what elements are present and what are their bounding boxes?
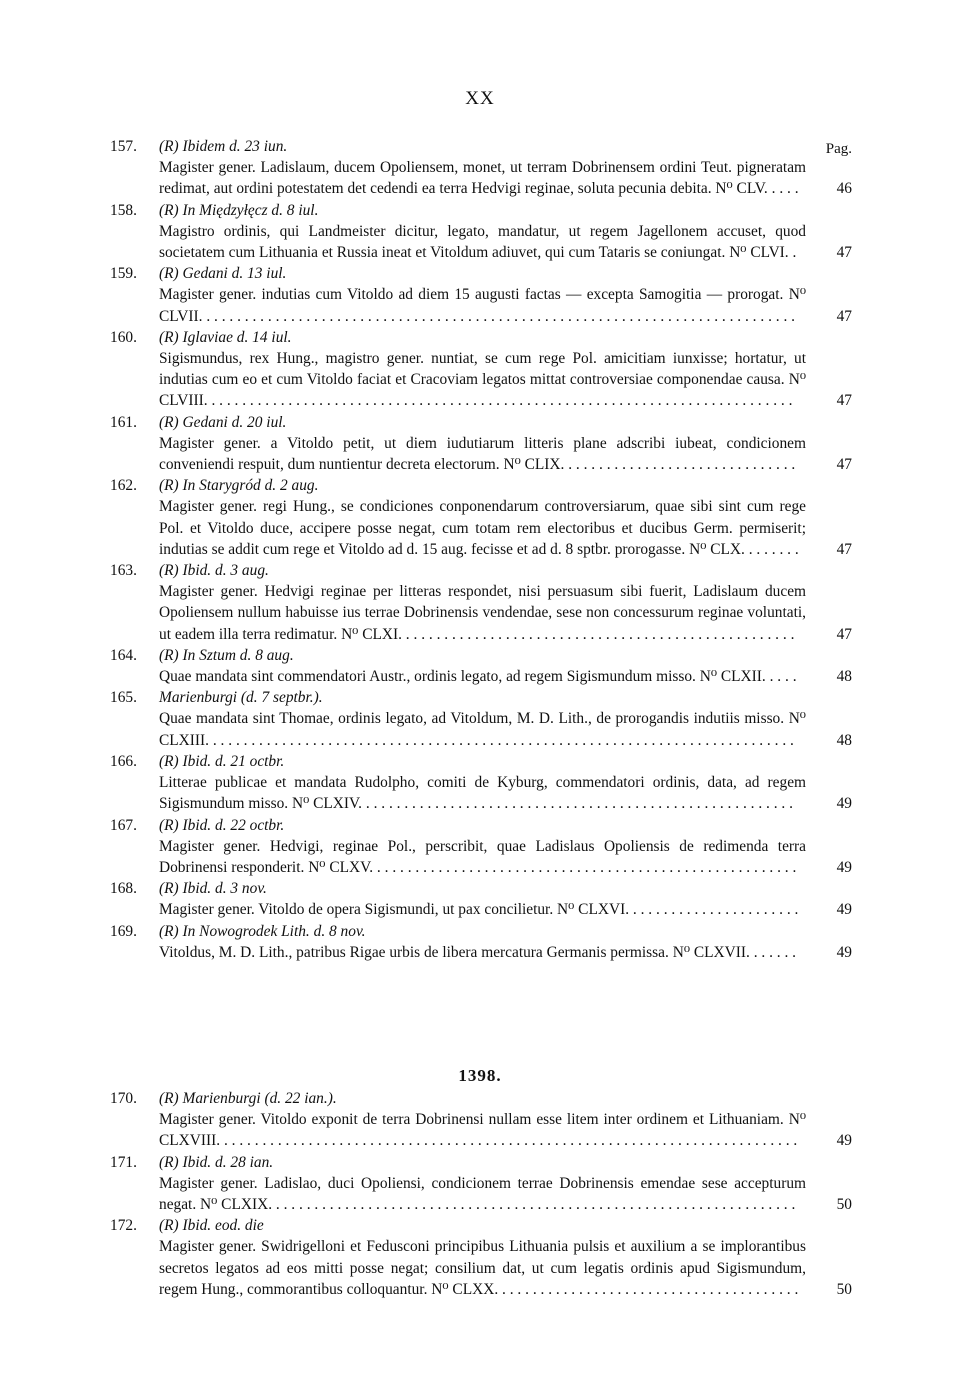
- entry-page-number: 50: [836, 1196, 852, 1214]
- entry-number: 158.: [110, 201, 137, 219]
- entry-text: Magister gener. Ladislao, duci Opoliensi, condicionem terrae Dobrinensis emendae sese accepturum negat.: [159, 1174, 806, 1214]
- entry-heading: [110, 200, 852, 221]
- leader-dots: . . . . . . . . . . . . . . . . . . . . . . . . . . . . . . . . . . . . . . . . . . . . . . . . . . . . . . . . . . . . . . . . . . . . . . . . . . . .: [209, 731, 794, 749]
- entry-document-number: N⁰ CLXVI.: [557, 901, 630, 919]
- entry-source: (R): [159, 646, 179, 664]
- entry-body: [110, 157, 852, 199]
- entry-text: Quae mandata sint Thomae, ordinis legato, ad Vitoldum, M. D. Lith., de prorogandis indutiis misso.: [159, 710, 785, 728]
- entry-text: Magister gener. a Vitoldo petit, ut diem iudutiarum litteris plane adscribi iubeat, condicionem conveniendi respuit, dum nuntientur decreta electorum.: [159, 434, 806, 474]
- entry-heading-text: Ibid. d. 28 ian.: [182, 1153, 274, 1171]
- entry-body: [110, 221, 852, 263]
- entry-page-number: 47: [836, 540, 852, 558]
- leader-dots: . . . .: [765, 668, 797, 686]
- entry-page-number: 47: [836, 307, 852, 325]
- entry-item: [110, 560, 852, 645]
- entry-item: [110, 1215, 852, 1300]
- entry-heading: [110, 560, 852, 581]
- leader-dots: . . . . . . . . . . . . . . . . . . . . . . . . . . . . . . . . . . . . . . . . . . . . . . . . . . . . . . . . . . . . . . . . . . . . . . . . . . . . .: [202, 307, 796, 325]
- entry-body: [110, 1236, 852, 1300]
- entry-text: Sigismundus, rex Hung., magistro gener. nuntiat, se cum rege Pol. amicitiam iunxisse; hortatur, ut indutias cum eo et cum Vitoldo faciat et Cracoviam legatos mittat controversiae componendae causa.: [159, 350, 806, 389]
- entry-heading-text: Ibid. d. 3 nov.: [182, 880, 267, 898]
- entry-text: Magister gener. Hedvigi, reginae Pol., perscribit, quae Ladislaus Opoliensis de redimenda terra Dobrinensi responderit.: [159, 837, 806, 876]
- entry-text: Litterae publicae et mandata Rudolpho, comiti de Kyburg, commendatori ordinis, data, ad regem Sigismundum misso.: [159, 774, 806, 813]
- entry-heading: [110, 645, 852, 666]
- entry-number: 161.: [110, 413, 137, 431]
- entry-item: [110, 1152, 852, 1216]
- entry-source: (R): [159, 1217, 179, 1235]
- entry-body: [110, 433, 852, 475]
- entry-heading-text: In Nowogrodek Lith. d. 8 nov.: [182, 922, 366, 940]
- entry-number: 168.: [110, 880, 137, 898]
- entry-page-number: 49: [836, 901, 852, 919]
- leader-dots: . . . . . . . . . . . . . . . . . . . . . . . . . . . . . . . . . . . . . . . . . . . . . . . . . . .: [401, 625, 795, 643]
- entry-heading: [110, 1215, 852, 1236]
- entry-body: [110, 581, 852, 645]
- entry-heading: [110, 815, 852, 836]
- entry-body: [110, 772, 852, 814]
- entry-item: [110, 475, 852, 560]
- entry-body: [110, 348, 852, 412]
- leader-dots: . . . . . . . . . . . . . . . . . . . . . . . . . . . . . . . . . . . . . . . . . . . . . . . . . . . . . . . . . . . . . . . . . . . .: [272, 1196, 796, 1214]
- entry-item: [110, 1088, 852, 1152]
- entry-heading: [110, 1152, 852, 1173]
- entry-document-number: N⁰ CLV.: [715, 180, 768, 198]
- entry-heading-text: Marienburgi (d. 7 septbr.).: [159, 689, 323, 707]
- leader-dots: . . . . . . . . . . . . . . . . . . . . . . . . . . . . . . . . . . . . . . . . . . . . . . . . . . . . . . . . . . . . . . . . . . . . . . . . . . .: [220, 1132, 798, 1150]
- entry-document-number: N⁰ CLXX.: [431, 1280, 499, 1298]
- leader-dots: . . . . . . . . . . . . . . . . . . . . . . . . . . . . . . . . . . . . . . . . . . . . . . . . . . . . . . .: [373, 858, 797, 876]
- entry-document-number: N⁰ CLXIV.: [292, 795, 363, 813]
- entry-document-number: N⁰ CLXI.: [341, 625, 402, 643]
- entry-heading: [110, 878, 852, 899]
- entry-text: Magister gener. Swidrigelloni et Fedusconi principibus Lithuania pulsis et auxilium a se implorantibus secretos legatos ad eos mitti posse negat; consilium dat, ut cum legatis ordinis apud Sigismundum, regem Hung., commorantibus colloquantur.: [159, 1238, 806, 1298]
- entry-body: [110, 942, 852, 963]
- leader-dots: . . . .: [767, 180, 799, 198]
- entry-body: [110, 899, 852, 920]
- entry-item: [110, 751, 852, 815]
- entry-text: Vitoldus, M. D. Lith., patribus Rigae urbis de libera mercatura Germanis permissa.: [159, 943, 669, 961]
- entry-number: 171.: [110, 1153, 137, 1171]
- entry-document-number: N⁰ CLVII.: [159, 286, 806, 325]
- entry-number: 159.: [110, 265, 137, 283]
- entry-number: 163.: [110, 562, 137, 580]
- entry-document-number: N⁰ CLXIII.: [159, 710, 806, 749]
- entry-document-number: N⁰ CLIX.: [503, 456, 565, 474]
- entry-document-number: N⁰ CLVIII.: [159, 371, 806, 410]
- entry-heading: [110, 327, 852, 348]
- entry-heading-text: Ibid. d. 22 octbr.: [182, 816, 285, 834]
- entry-item: [110, 412, 852, 476]
- leader-dots: . . . . . . . . . . . . . . . . . . . . . . . . . . . . . . . . . . . . . . . . . . . . . . . . . . . . . . . . . . . . . . . . . . . . . . . . . . . .: [207, 392, 793, 410]
- entries-list-1398: [110, 1088, 852, 1300]
- entry-source: (R): [159, 922, 179, 940]
- entry-number: 164.: [110, 646, 137, 664]
- entry-heading: [110, 475, 852, 496]
- entry-text: Quae mandata sint commendatori Austr., ordinis legato, ad regem Sigismundum misso.: [159, 668, 696, 686]
- entry-item: [110, 687, 852, 751]
- entry-page-number: 49: [836, 1132, 852, 1150]
- leader-dots: . . . . . . . . . . . . . . . . . . . . . . . . . . . . . . . . . . . . . . . . . . . . . . . . . . . . . . . .: [362, 795, 793, 813]
- entry-source: (R): [159, 265, 179, 283]
- entry-heading-text: In Międzyłęcz d. 8 iul.: [182, 201, 319, 219]
- entry-page-number: 49: [836, 943, 852, 961]
- entry-source: (R): [159, 477, 179, 495]
- leader-dots: .: [788, 244, 797, 262]
- entry-text: Magister gener. regi Hung., se condiciones conponendarum controversiarum, quae sibi sint cum rege Pol. et Vitoldo duce, accipere posse negat, cum totam rem electoribus et ducibus Germ. permiserit; indutias se addit cum rege et Vitoldo ad d. 15 aug. fecisse et ad d. 8 sptbr. prorogasse.: [159, 498, 806, 558]
- entry-number: 160.: [110, 328, 137, 346]
- entry-page-number: 47: [836, 625, 852, 643]
- entry-page-number: 47: [836, 244, 852, 262]
- entry-item: [110, 645, 852, 687]
- entry-source: (R): [159, 752, 179, 770]
- entry-document-number: N⁰ CLXV.: [308, 858, 374, 876]
- entry-document-number: N⁰ CLXIX.: [200, 1196, 273, 1214]
- entry-text: Magister gener. Vitoldo exponit de terra Dobrinensi nullam esse litem inter ordinem et Lithuaniam.: [159, 1111, 784, 1129]
- page-number-header: XX: [465, 88, 495, 109]
- entry-body: [110, 708, 852, 750]
- entry-heading-text: Iglaviae d. 14 iul.: [182, 328, 292, 346]
- entry-heading-text: Ibid. d. 3 aug.: [182, 562, 269, 580]
- entry-heading-text: Ibid. eod. die: [182, 1217, 264, 1235]
- entry-page-number: 47: [836, 456, 852, 474]
- entry-text: Magister gener. Vitoldo de opera Sigismundi, ut pax concilietur.: [159, 901, 554, 919]
- entry-heading-text: In Sztum d. 8 aug.: [182, 646, 294, 664]
- entry-heading: [110, 921, 852, 942]
- entry-source: (R): [159, 413, 179, 431]
- entry-heading: [110, 136, 852, 157]
- entry-source: (R): [159, 1153, 179, 1171]
- entry-document-number: N⁰ CLXII.: [699, 668, 766, 686]
- entry-source: (R): [159, 201, 179, 219]
- entry-heading: [110, 1088, 852, 1109]
- entry-item: [110, 878, 852, 920]
- entry-item: [110, 815, 852, 879]
- entry-number: 165.: [110, 689, 137, 707]
- entry-text: Magister gener. Ladislaum, ducem Opoliensem, monet, ut terram Dobrinensem ordini Teut. pigneratam redimat, aut ordini potestatem det cedendi ea terra Hedvigi reginae, soluta pecunia debita.: [159, 159, 806, 198]
- year-heading: 1398.: [458, 1066, 502, 1085]
- entry-body: [110, 1109, 852, 1151]
- leader-dots: . . . . . . . . . . . . . . . . . . . . . .: [629, 901, 799, 919]
- entry-item: [110, 327, 852, 412]
- entry-heading: [110, 751, 852, 772]
- entry-body: [110, 666, 852, 687]
- entry-page-number: 48: [836, 731, 852, 749]
- entry-source: (R): [159, 562, 179, 580]
- entry-body: [110, 496, 852, 560]
- entry-item: [110, 921, 852, 963]
- entry-text: Magister gener. Hedvigi reginae per litteras respondet, nisi persuasum sibi fuerit, Ladislaum ducem Opoliensem nullum habuisse ius terrae Dobrinensis vendendae, sese non concessurum reginae voluntati, ut eadem illa terra redimatur.: [159, 583, 806, 643]
- entry-page-number: 46: [836, 180, 852, 198]
- entry-document-number: N⁰ CLX.: [689, 540, 745, 558]
- entry-source: (R): [159, 328, 179, 346]
- entry-document-number: N⁰ CLVI.: [729, 244, 789, 262]
- entry-heading: [110, 263, 852, 284]
- entry-text: Magister gener. indutias cum Vitoldo ad diem 15 augusti factas — excepta Samogitia — prorogat.: [159, 286, 784, 304]
- leader-dots: . . . . . .: [749, 943, 797, 961]
- entry-heading-text: Ibidem d. 23 iun.: [182, 138, 288, 155]
- entry-page-number: 48: [836, 668, 852, 686]
- entry-body: [110, 836, 852, 878]
- entry-number: 167.: [110, 816, 137, 834]
- entry-page-number: 49: [836, 858, 852, 876]
- entries-list-1397: [110, 136, 852, 963]
- entry-heading-text: Gedani d. 20 iul.: [182, 413, 287, 431]
- entry-item: [110, 136, 852, 200]
- entry-item: [110, 263, 852, 327]
- entry-source: (R): [159, 816, 179, 834]
- entry-heading: [110, 687, 852, 708]
- entry-page-number: 47: [836, 392, 852, 410]
- entry-number: 166.: [110, 752, 137, 770]
- entry-heading-text: Ibid. d. 21 octbr.: [182, 752, 285, 770]
- entry-heading-text: Marienburgi (d. 22 ian.).: [182, 1090, 337, 1107]
- entry-item: [110, 200, 852, 264]
- entry-body: [110, 284, 852, 326]
- entry-number: 162.: [110, 477, 137, 495]
- entry-number: 170.: [110, 1090, 137, 1107]
- entry-number: 169.: [110, 922, 137, 940]
- page-column-label: Pag.: [825, 141, 852, 157]
- entry-text: Magistro ordinis, qui Landmeister dicitur, legato, mandatur, ut regem Jagellonem accuset, quod societatem cum Lithuania et Russia ineat et Vitoldum adiuvet, qui cum Tataris se coniungat.: [159, 222, 806, 262]
- entry-heading-text: In Starygród d. 2 aug.: [182, 477, 319, 495]
- entry-page-number: 49: [836, 795, 852, 813]
- leader-dots: . . . . . . .: [744, 540, 799, 558]
- entry-source: (R): [159, 880, 179, 898]
- entry-heading-text: Gedani d. 13 iul.: [182, 265, 287, 283]
- entry-body: [110, 1173, 852, 1215]
- entry-heading: [110, 412, 852, 433]
- leader-dots: . . . . . . . . . . . . . . . . . . . . . . . . . . . . . . . . . . . . . . .: [498, 1280, 799, 1298]
- entry-source: (R): [159, 1090, 179, 1107]
- entry-number: 157.: [110, 138, 137, 155]
- entry-page-number: 50: [836, 1280, 852, 1298]
- entry-source: (R): [159, 138, 179, 155]
- leader-dots: . . . . . . . . . . . . . . . . . . . . . . . . . . . . . .: [564, 456, 796, 474]
- entry-document-number: N⁰ CLXVIII.: [159, 1111, 806, 1150]
- entry-number: 172.: [110, 1217, 137, 1235]
- entry-document-number: N⁰ CLXVII.: [672, 943, 750, 961]
